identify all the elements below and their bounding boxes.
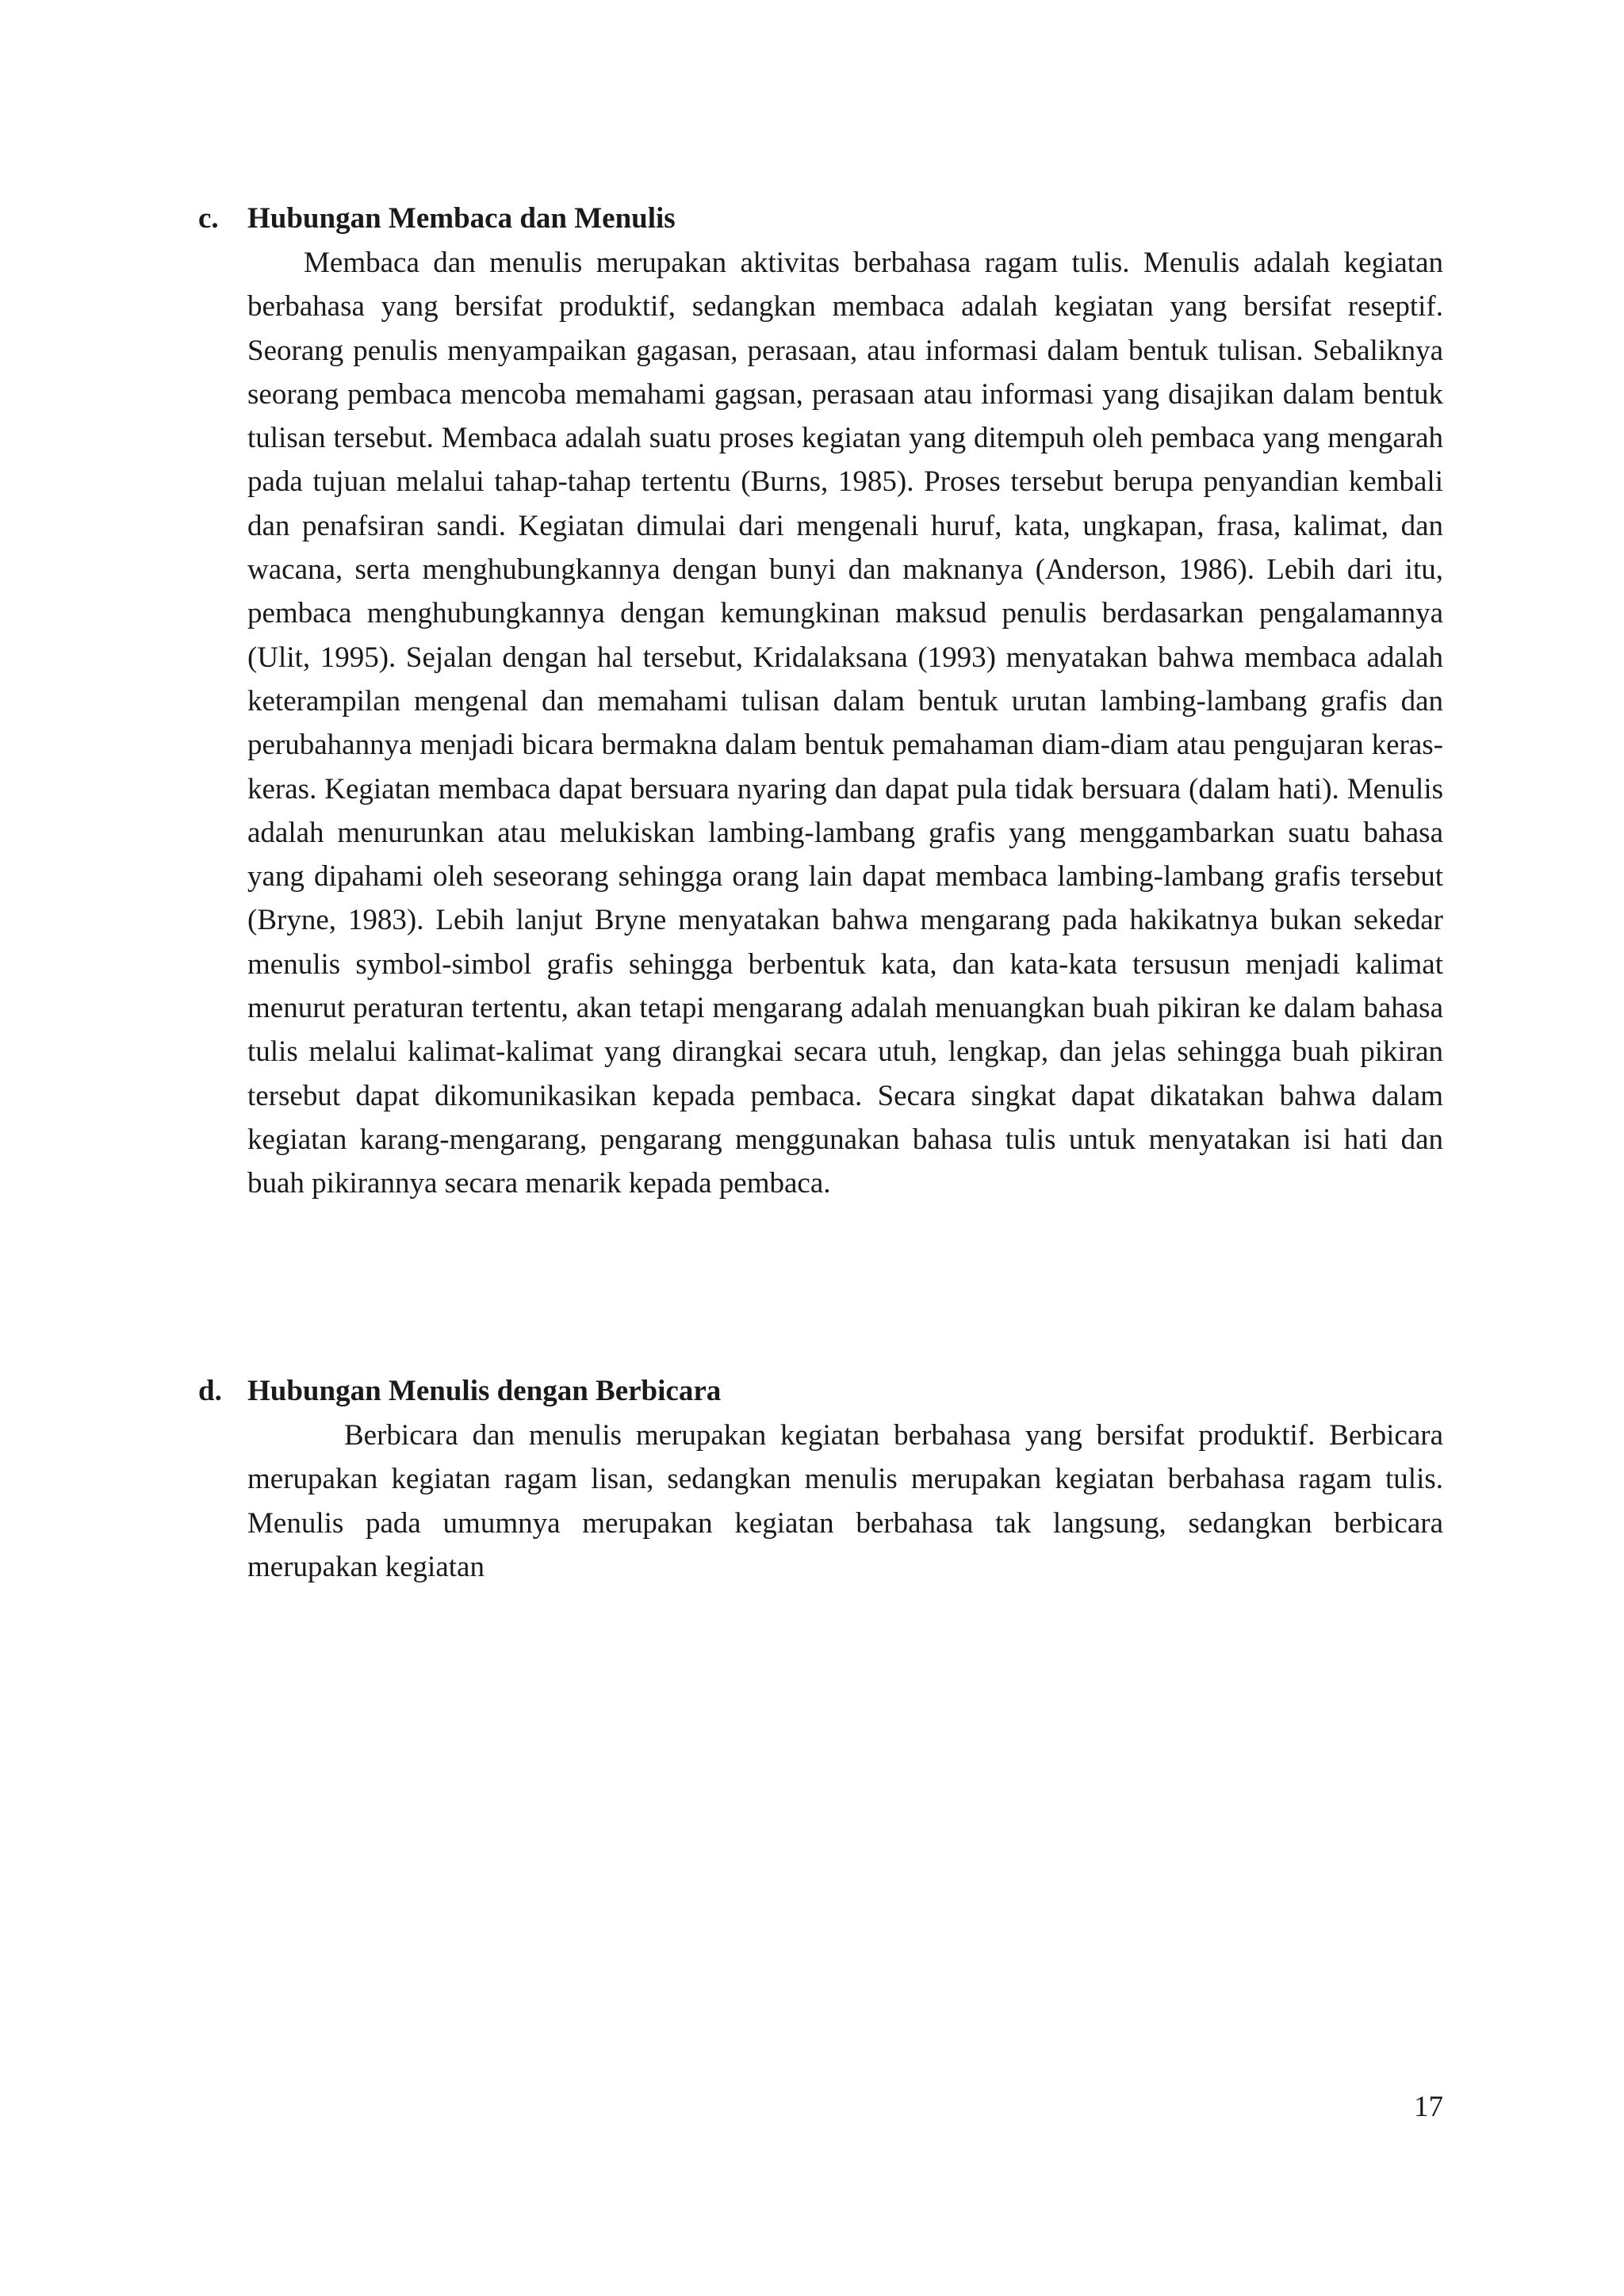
section-body: Membaca dan menulis merupakan aktivitas berbahasa ragam tulis. Menulis adalah kegiatan berbahasa yang bersifat produktif, sedangkan membaca adalah kegiatan yang bersifat reseptif. Seorang penulis menyampaikan gagasan, perasaan, atau informasi dalam bentuk tulisan. Sebaliknya seorang pembaca mencoba memahami gagsan, perasaan atau informasi yang disajikan dalam bentuk tulisan tersebut. Membaca adalah suatu proses kegiatan yang ditempuh oleh pembaca yang mengarah pada tujuan melalui tahap-tahap tertentu (Burns, 1985). Proses tersebut berupa penyandian kembali dan penafsiran sandi. Kegiatan dimulai dari mengenali huruf, kata, ungkapan, frasa, kalimat, dan wacana, serta menghubungkannya dengan bunyi dan maknanya (Anderson, 1986). Lebih dari itu, pembaca menghubungkannya dengan kemungkinan maksud penulis berdasarkan pengalamannya (Ulit, 1995). Sejalan dengan hal tersebut, Kridalaksana (1993) menyatakan bahwa membaca adalah keterampilan mengenal dan memahami tulisan dalam bentuk urutan lambing-lambang grafis dan perubahannya menjadi bicara bermakna dalam bentuk pemahaman diam-diam atau pengujaran keras-keras. Kegiatan membaca dapat bersuara nyaring dan dapat pula tidak bersuara (dalam hati). Menulis adalah menurunkan atau melukiskan lambing-lambang grafis yang menggambarkan suatu bahasa yang dipahami oleh seseorang sehingga orang lain dapat membaca lambing-lambang grafis tersebut (Bryne, 1983). Lebih lanjut Bryne menyatakan bahwa mengarang pada hakikatnya bukan sekedar menulis symbol-simbol grafis sehingga berbentuk kata, dan kata-kata tersusun menjadi kalimat menurut peraturan tertentu, akan tetapi mengarang adalah menuangkan buah pikiran ke dalam bahasa tulis melalui kalimat-kalimat yang dirangkai secara utuh, lengkap, dan jelas sehingga buah pikiran tersebut dapat dikomunikasikan kepada pembaca. Secara singkat dapat dikatakan bahwa dalam kegiatan karang-mengarang, pengarang menggunakan bahasa tulis untuk menyatakan isi hati dan buah pikirannya secara menarik kepada pembaca.: [247, 247, 1443, 1200]
section-title: Hubungan Menulis dengan Berbicara: [247, 1375, 722, 1407]
section-marker: c.: [198, 202, 219, 235]
section-heading: [198, 197, 1443, 241]
section-title: Hubungan Membaca dan Menulis: [247, 202, 676, 235]
section-body: Berbicara dan menulis merupakan kegiatan berbahasa yang bersifat produktif. Berbicara merupakan kegiatan ragam lisan, sedangkan menulis merupakan kegiatan berbahasa ragam tulis. Menulis pada umumnya merupakan kegiatan berbahasa tak langsung, sedangkan berbicara merupakan kegiatan: [247, 1419, 1443, 1583]
section-d: [198, 1369, 1443, 1589]
section-c: [198, 197, 1443, 1206]
section-marker: d.: [198, 1375, 222, 1407]
section-heading: [198, 1369, 1443, 1414]
page-number: 17: [1414, 2091, 1443, 2123]
